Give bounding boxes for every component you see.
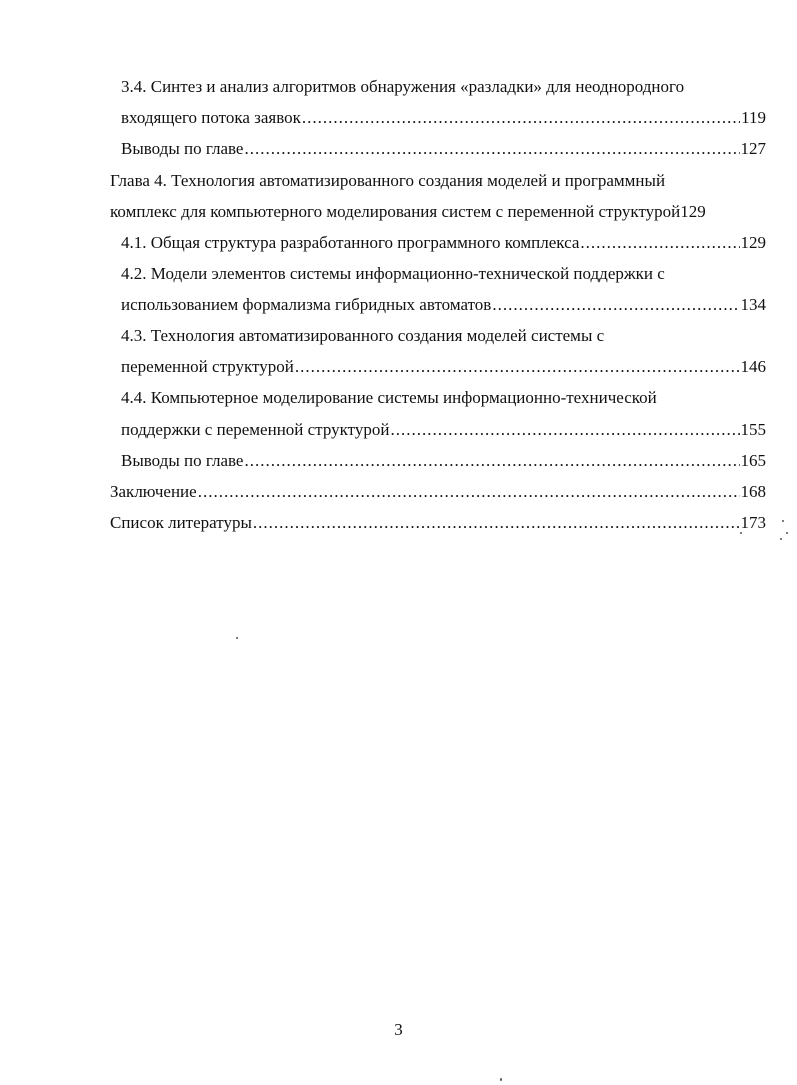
toc-page-number: 129: [740, 233, 766, 252]
dot-leader: [253, 511, 740, 535]
toc-page-number: 155: [740, 420, 766, 439]
toc-entry-4-4[interactable]: [121, 418, 766, 442]
toc-entry-label: Выводы по главе: [121, 139, 244, 158]
page-number: 3: [394, 1020, 403, 1039]
toc-page-number: 134: [740, 295, 766, 314]
scan-speck: [780, 538, 782, 540]
toc-entry-ch4-conclusions[interactable]: [121, 449, 766, 473]
toc-page-number: 127: [740, 139, 766, 158]
toc-entry-4-3-line1: 4.3. Технология автоматизированного создания моделей системы с: [121, 326, 605, 345]
toc-page-number: 173: [740, 513, 766, 532]
toc-entry-4-3-line2: переменной структурой: [121, 357, 294, 376]
toc-entry-chapter-4[interactable]: [110, 200, 706, 224]
scan-speck: [740, 532, 742, 534]
dot-leader: [390, 418, 739, 442]
scan-speck: [236, 637, 238, 639]
toc-entry-4-2[interactable]: [121, 293, 766, 317]
toc-entry-chapter-4-line2: комплекс для компьютерного моделирования систем с переменной структурой: [110, 202, 681, 221]
toc-entry-conclusion[interactable]: [110, 480, 766, 504]
toc-entry-ch3-conclusions[interactable]: [121, 137, 766, 161]
scan-speck: [500, 1078, 502, 1081]
dot-leader: [295, 355, 740, 379]
dot-leader: [244, 449, 739, 473]
toc-entry-4-2-line2: использованием формализма гибридных автоматов: [121, 295, 492, 314]
toc-entry-3-4[interactable]: [121, 106, 766, 130]
toc-page-number: 119: [741, 108, 766, 127]
dot-leader: [198, 480, 740, 504]
toc-page-number: 165: [740, 451, 766, 470]
toc-entry-label: Выводы по главе: [121, 451, 244, 470]
toc-entry-4-1[interactable]: [121, 231, 766, 255]
dot-leader: [580, 231, 739, 255]
toc-entry-3-4-line2: входящего потока заявок: [121, 108, 301, 127]
toc-entry-4-4-line2: поддержки с переменной структурой: [121, 420, 390, 439]
toc-entry-4-3[interactable]: [121, 355, 766, 379]
dot-leader: [492, 293, 739, 317]
toc-page-number: 168: [740, 482, 766, 501]
dot-leader: [302, 106, 740, 130]
toc-page-number: 129: [680, 202, 706, 221]
toc-entry-label: Список литературы: [110, 513, 252, 532]
toc-entry-3-4-line1: 3.4. Синтез и анализ алгоритмов обнаружения «разладки» для неоднородного: [121, 77, 685, 96]
toc-entry-label: 4.1. Общая структура разработанного программного комплекса: [121, 233, 580, 252]
dot-leader: [244, 137, 739, 161]
toc-entry-chapter-4-line1: Глава 4. Технология автоматизированного создания моделей и программный: [110, 171, 666, 190]
toc-entry-4-2-line1: 4.2. Модели элементов системы информационно-технической поддержки с: [121, 264, 665, 283]
scan-speck: [786, 532, 788, 534]
scan-speck: [782, 520, 784, 522]
toc-entry-references[interactable]: [110, 511, 766, 535]
toc-entry-label: Заключение: [110, 482, 197, 501]
toc-entry-4-4-line1: 4.4. Компьютерное моделирование системы информационно-технической: [121, 388, 657, 407]
toc-page-number: 146: [740, 357, 766, 376]
